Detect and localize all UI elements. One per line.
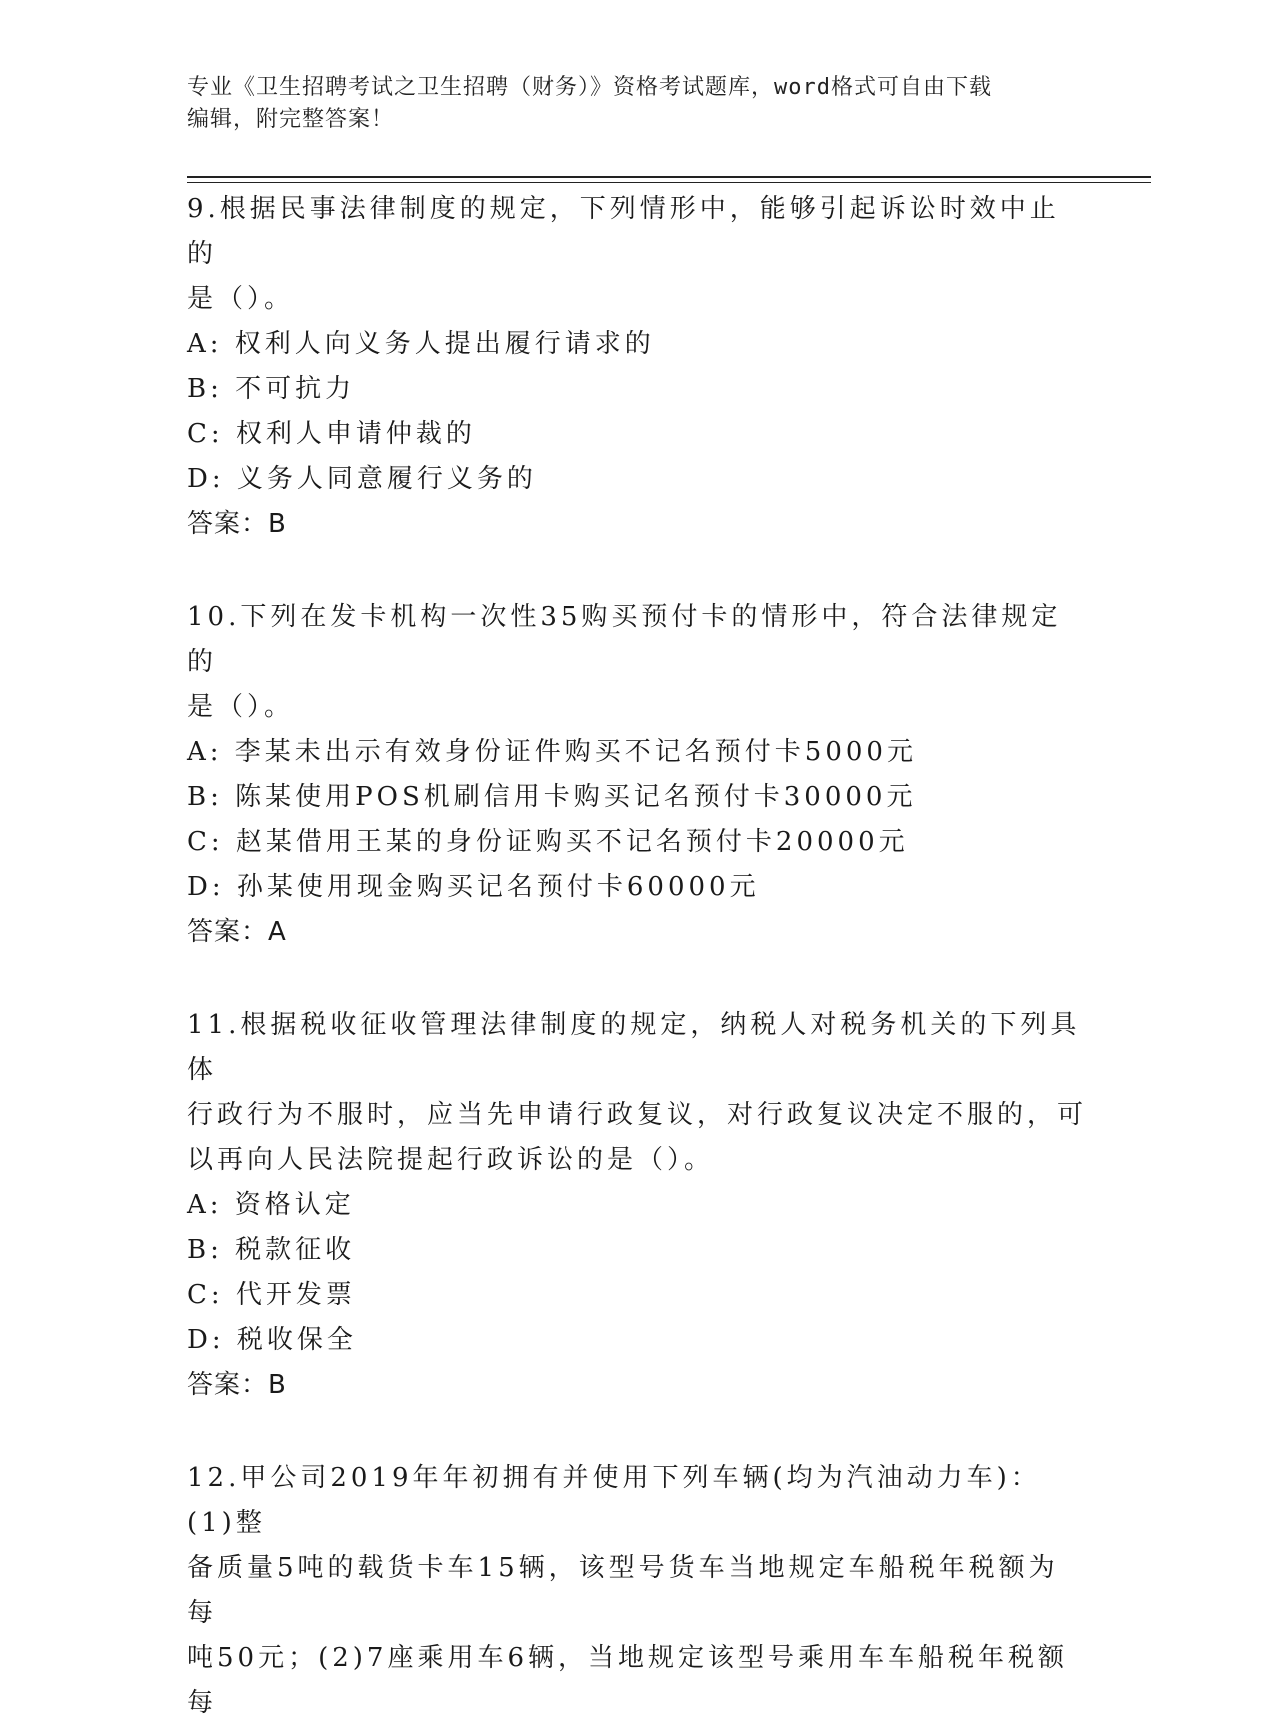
answer-line: 答案：B bbox=[187, 1370, 287, 1400]
question-text-line: 11.根据税收征收管理法律制度的规定，纳税人对税务机关的下列具体 bbox=[187, 1010, 1081, 1085]
option-b: B: 税款征收 bbox=[187, 1235, 356, 1265]
spacer bbox=[187, 1408, 1087, 1456]
question-text-line: 9.根据民事法律制度的规定，下列情形中，能够引起诉讼时效中止的 bbox=[187, 194, 1060, 269]
spacer bbox=[187, 547, 1087, 595]
question-10 bbox=[187, 595, 1087, 955]
question-11 bbox=[187, 1003, 1087, 1408]
option-d: D: 税收保全 bbox=[187, 1325, 357, 1355]
question-text-line: 备质量5吨的载货卡车15辆，该型号货车当地规定车船税年税额为每 bbox=[187, 1553, 1059, 1628]
question-12 bbox=[187, 1456, 1087, 1726]
question-text-line: 吨50元；(2)7座乘用车6辆，当地规定该型号乘用车车船税年税额每 bbox=[187, 1643, 1068, 1718]
header-line-2: 编辑，附完整答案！ bbox=[187, 107, 395, 132]
question-text-line: 是（）。 bbox=[187, 692, 295, 722]
option-c: C: 赵某借用王某的身份证购买不记名预付卡20000元 bbox=[187, 827, 909, 857]
question-text-line: 以再向人民法院提起行政诉讼的是（）。 bbox=[187, 1145, 715, 1175]
question-9 bbox=[187, 187, 1087, 547]
option-a: A: 资格认定 bbox=[187, 1190, 355, 1220]
option-d: D: 义务人同意履行义务的 bbox=[187, 464, 537, 494]
question-text-line: 12.甲公司2019年年初拥有并使用下列车辆(均为汽油动力车)：(1)整 bbox=[187, 1463, 1041, 1538]
option-c: C: 代开发票 bbox=[187, 1280, 356, 1310]
header-divider bbox=[187, 176, 1151, 178]
answer-line: 答案：B bbox=[187, 509, 287, 539]
option-d: D: 孙某使用现金购买记名预付卡60000元 bbox=[187, 872, 760, 902]
option-b: B: 不可抗力 bbox=[187, 374, 356, 404]
document-header bbox=[187, 72, 1087, 136]
header-line-1: 专业《卫生招聘考试之卫生招聘（财务）》资格考试题库，word格式可自由下载 bbox=[187, 75, 992, 100]
question-text-line: 10.下列在发卡机构一次性35购买预付卡的情形中，符合法律规定的 bbox=[187, 602, 1062, 677]
question-text-line: 行政行为不服时，应当先申请行政复议，对行政复议决定不服的，可 bbox=[187, 1100, 1088, 1130]
option-b: B: 陈某使用POS机刷信用卡购买记名预付卡30000元 bbox=[187, 782, 917, 812]
spacer bbox=[187, 955, 1087, 1003]
question-list bbox=[187, 187, 1087, 1726]
option-c: C: 权利人申请仲裁的 bbox=[187, 419, 476, 449]
header-divider-thin bbox=[187, 182, 1151, 183]
question-text-line: 是（）。 bbox=[187, 284, 295, 314]
answer-line: 答案：A bbox=[187, 917, 287, 947]
option-a: A: 权利人向义务人提出履行请求的 bbox=[187, 329, 655, 359]
option-a: A: 李某未出示有效身份证件购买不记名预付卡5000元 bbox=[187, 737, 917, 767]
